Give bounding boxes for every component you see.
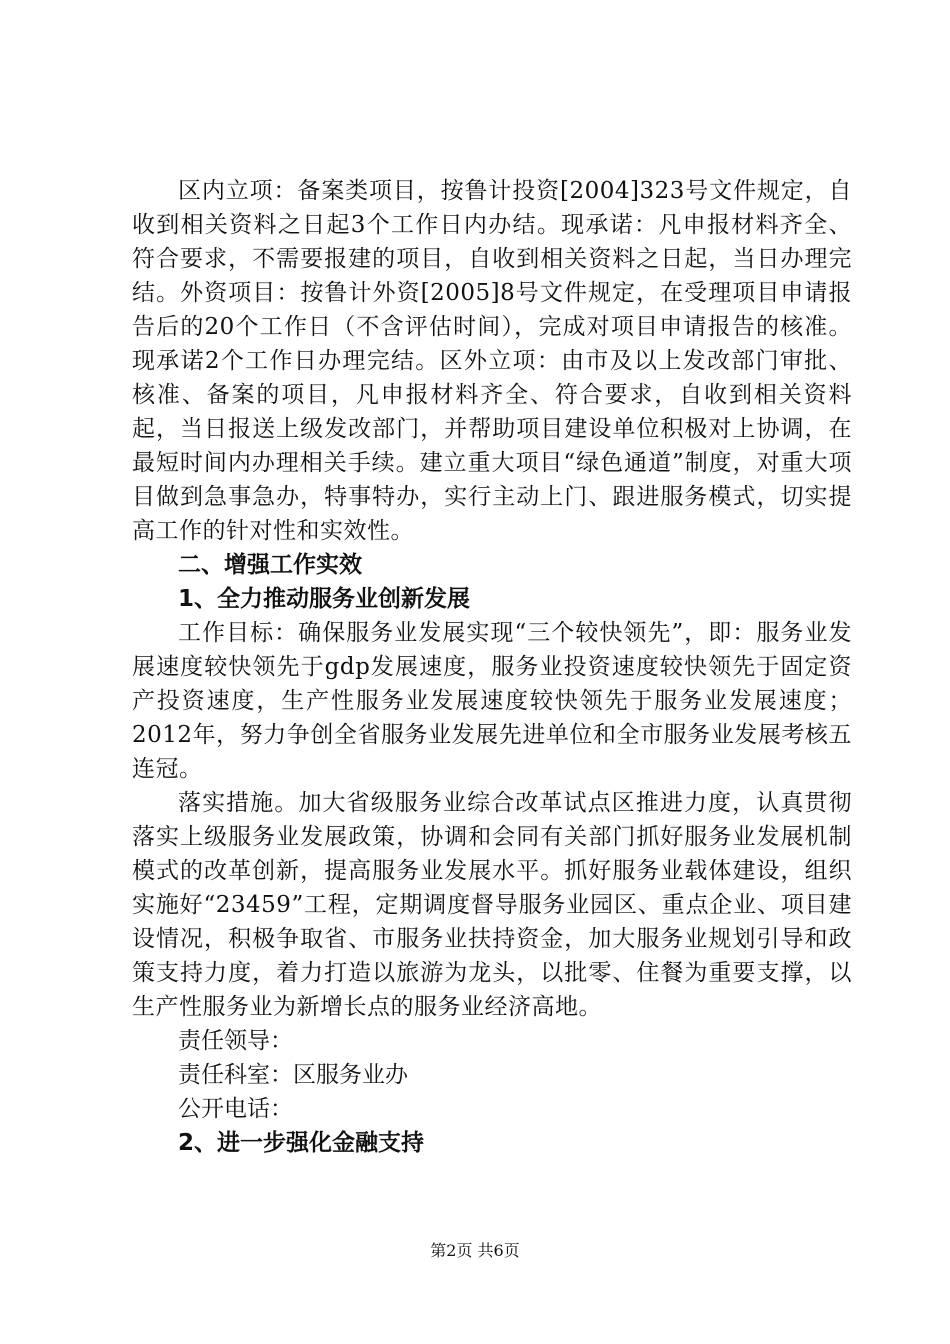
- paragraph-measures: 落实措施。加大省级服务业综合改革试点区推进力度，认真贯彻落实上级服务业发展政策，协调和会同有关部门抓好服务业发展机制模式的改革创新，提高服务业发展水平。抓好服务业载体建设，组织实施好“23459”工程，定期调度督导服务业园区、重点企业、项目建设情况，积极争取省、市服务业扶持资金，加大服务业规划引导和政策支持力度，着力打造以旅游为龙头，以批零、住餐为重要支撑，以生产性服务业为新增长点的服务业经济高地。: [132, 790, 852, 1020]
- paragraph-work-goal: 工作目标：确保服务业发展实现“三个较快领先”，即：服务业发展速度较快领先于gdp发展速度，服务业投资速度较快领先于固定资产投资速度，生产性服务业发展速度较快领先于服务业发展速度；2012年，努力争创全省服务业发展先进单位和全市服务业发展考核五连冠。: [132, 620, 852, 782]
- section-heading: 二、增强工作实效: [178, 552, 362, 578]
- subsection-heading-1: 1、全力推动服务业创新发展: [178, 586, 471, 612]
- responsible-leader-line: 责任领导：: [178, 1028, 293, 1054]
- page-footer: 第2页 共6页: [430, 1241, 520, 1260]
- paragraph-project-approval: 区内立项：备案类项目，按鲁计投资[2004]323号文件规定，自收到相关资料之日起3个工作日内办结。现承诺：凡申报材料齐全、符合要求，不需要报建的项目，自收到相关资料之日起，当日办理完结。外资项目：按鲁计外资[2005]8号文件规定，在受理项目申请报告后的20个工作日（不含评估时间），完成对项目申请报告的核准。现承诺2个工作日办理完结。区外立项：由市及以上发改部门审批、核准、备案的项目，凡申报材料齐全、符合要求，自收到相关资料起，当日报送上级发改部门，并帮助项目建设单位积极对上协调，在最短时间内办理相关手续。建立重大项目“绿色通道”制度，对重大项目做到急事急办，特事特办，实行主动上门、跟进服务模式，切实提高工作的针对性和实效性。: [132, 178, 852, 544]
- document-body: [132, 174, 852, 1160]
- public-phone-line: 公开电话：: [178, 1096, 293, 1122]
- responsible-office-line: 责任科室：区服务业办: [178, 1062, 408, 1088]
- subsection-heading-2: 2、进一步强化金融支持: [178, 1130, 425, 1156]
